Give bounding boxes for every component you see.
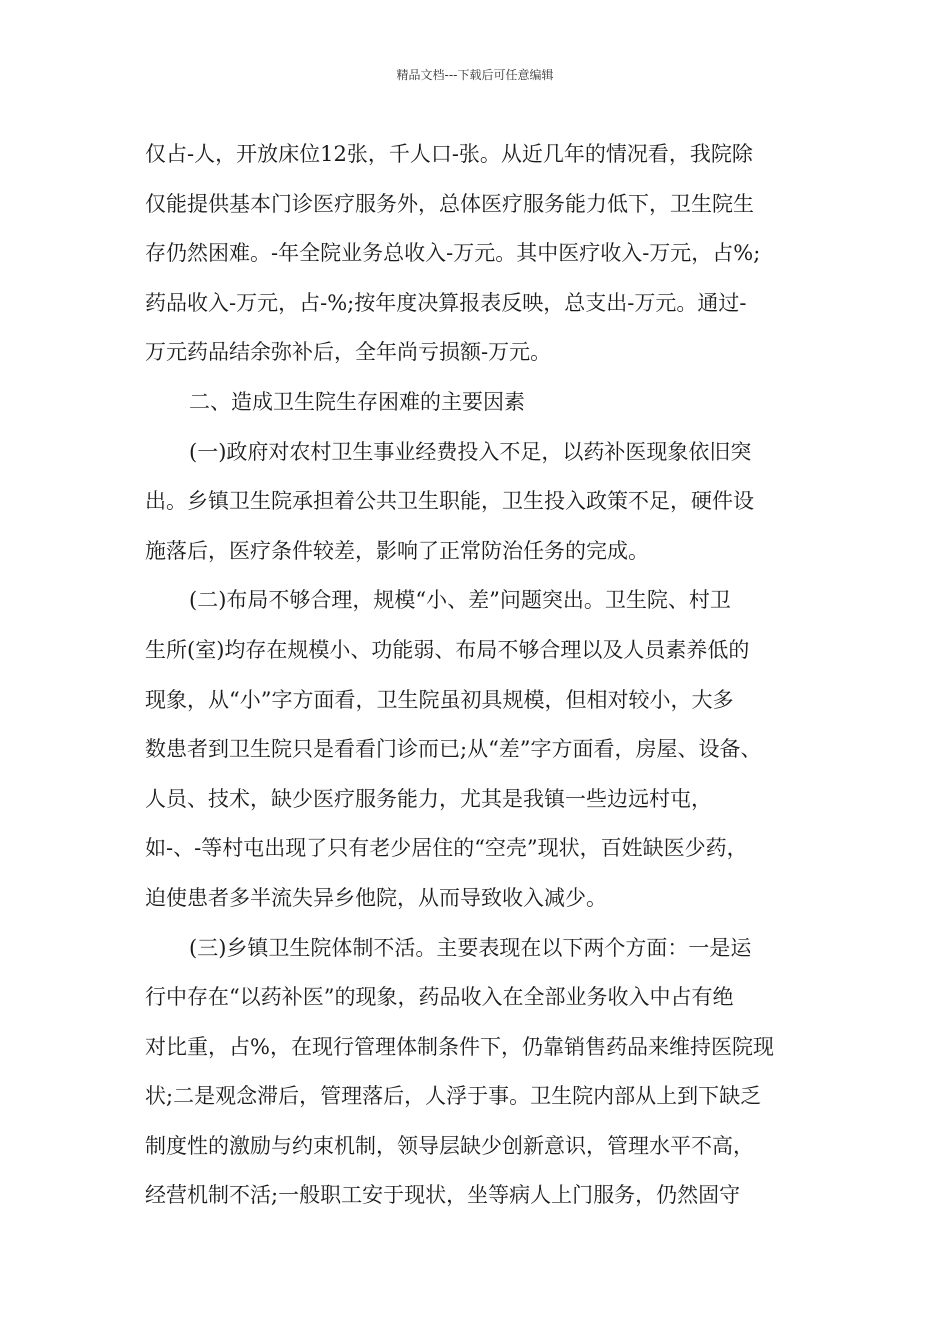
- text-line: 药品收入-万元，占-%;按年度决算报表反映，总支出-万元。通过-: [145, 290, 747, 315]
- text-line: 万元药品结余弥补后，全年尚亏损额-万元。: [145, 340, 552, 365]
- text-line: 状;二是观念滞后，管理落后，人浮于事。卫生院内部从上到下缺乏: [145, 1084, 762, 1109]
- text-line: (一)政府对农村卫生事业经费投入不足，以药补医现象依旧突: [189, 439, 752, 464]
- text-line: 仅能提供基本门诊医疗服务外，总体医疗服务能力低下，卫生院生: [145, 191, 754, 216]
- paragraph-point-3: [145, 924, 835, 1222]
- text-line: 人员、技术，缺少医疗服务能力，尤其是我镇一些边远村屯，: [145, 786, 712, 811]
- text-line: 经营机制不活;一般职工安于现状，坐等病人上门服务，仍然固守: [145, 1183, 741, 1208]
- text-line: 对比重，占%，在现行管理体制条件下，仍靠销售药品来维持医院现: [145, 1034, 774, 1059]
- text-line: 出。乡镇卫生院承担着公共卫生职能，卫生投入政策不足，硬件设: [145, 489, 754, 514]
- text-line: (三)乡镇卫生院体制不活。主要表现在以下两个方面：一是运: [189, 935, 752, 960]
- text-line: 现象，从“小”字方面看，卫生院虽初具规模，但相对较小，大多: [145, 687, 734, 712]
- text-line: 制度性的激励与约束机制，领导层缺少创新意识，管理水平不高，: [145, 1133, 754, 1158]
- page-header: 精品文档---下载后可任意编辑: [396, 68, 554, 82]
- text-line: 数患者到卫生院只是看看门诊而已;从“差”字方面看，房屋、设备、: [145, 737, 762, 762]
- text-line: 如-、-等村屯出现了只有老少居住的“空壳”现状，百姓缺医少药，: [145, 836, 748, 861]
- text-line: 仅占-人，开放床位12张，千人口-张。从近几年的情况看，我院除: [145, 142, 753, 166]
- text-line: 生所(室)均存在规模小、功能弱、布局不够合理以及人员素养低的: [145, 637, 750, 662]
- text-line: (二)布局不够合理，规模“小、差”问题突出。卫生院、村卫: [189, 588, 731, 613]
- text-line: 存仍然困难。-年全院业务总收入-万元。其中医疗收入-万元，占%;: [145, 241, 761, 266]
- text-line: 施落后，医疗条件较差，影响了正常防治任务的完成。: [145, 538, 649, 563]
- paragraph-1: [145, 130, 835, 378]
- section-heading-2: [145, 378, 835, 428]
- text-line: 迫使患者多半流失异乡他院，从而导致收入减少。: [145, 885, 607, 910]
- document-body: [145, 130, 835, 1221]
- paragraph-point-2: [145, 576, 835, 923]
- paragraph-point-1: [145, 428, 835, 577]
- text-line: 行中存在“以药补医”的现象，药品收入在全部业务收入中占有绝: [145, 985, 734, 1010]
- heading-line: 二、造成卫生院生存困难的主要因素: [189, 389, 525, 414]
